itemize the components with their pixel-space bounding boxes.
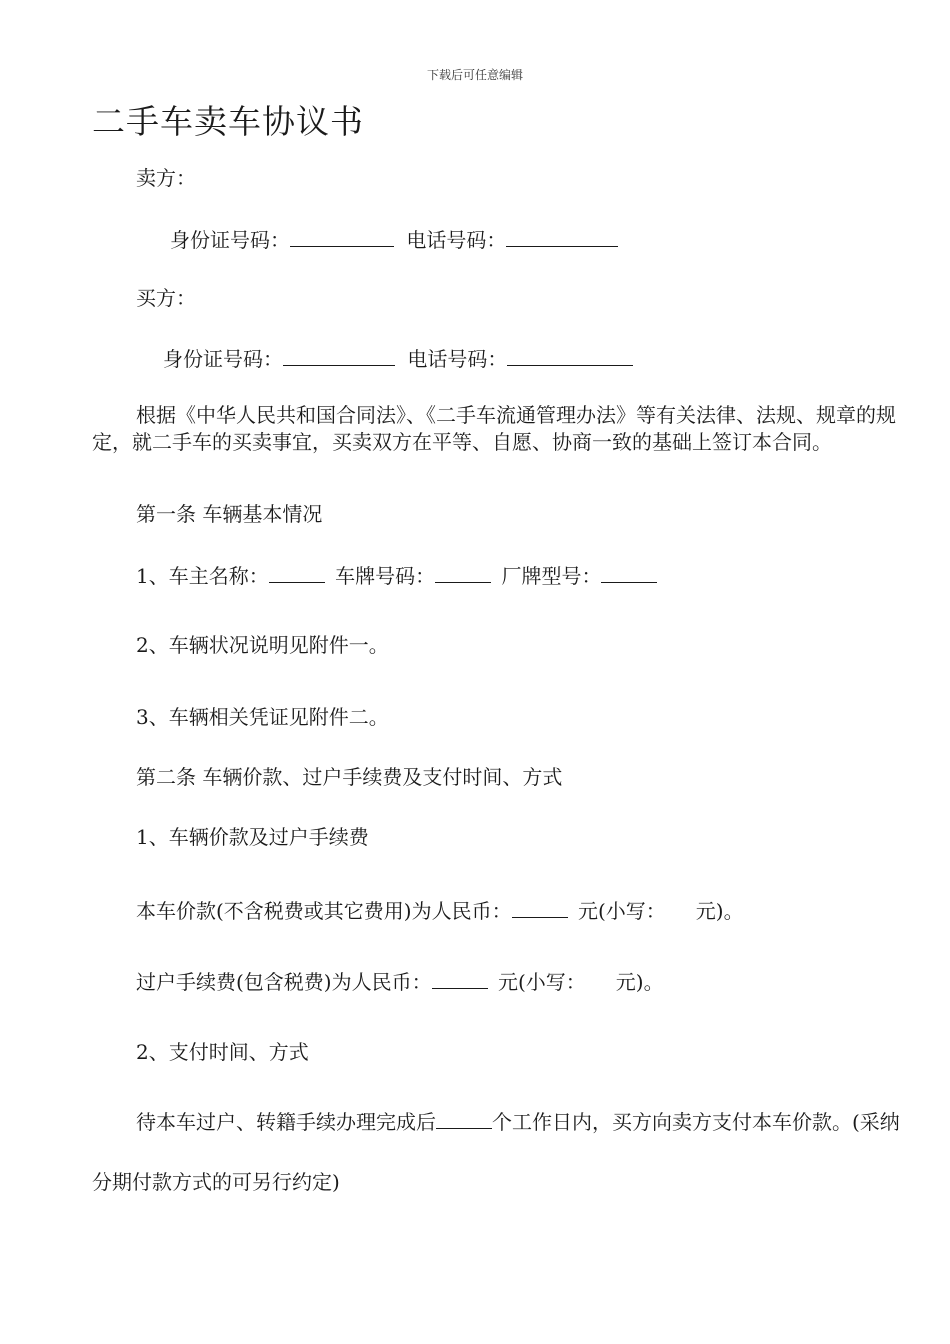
seller-phone-label: 电话号码：	[406, 228, 507, 252]
seller-phone-blank[interactable]	[506, 228, 618, 247]
seller-id-blank[interactable]	[290, 228, 394, 247]
document-title: 二手车卖车协议书	[92, 102, 364, 141]
article2-sub2: 2、支付时间、方式	[136, 1040, 309, 1064]
plate-number-label: 车牌号码：	[335, 564, 436, 588]
owner-name-label: 1、车主名称：	[136, 564, 269, 588]
price-label: 本车价款(不含税费或其它费用)为人民币：	[136, 899, 512, 923]
price-end: 元)。	[695, 899, 744, 923]
price-unit: 元(小写：	[577, 899, 666, 923]
article1-heading: 第一条 车辆基本情况	[136, 502, 323, 526]
buyer-phone-blank[interactable]	[507, 347, 633, 366]
price-blank[interactable]	[512, 899, 568, 918]
payment-paragraph	[92, 1092, 912, 1212]
seller-label: 卖方：	[136, 166, 196, 190]
buyer-label: 买方：	[136, 286, 196, 310]
fee-end: 元)。	[615, 970, 664, 994]
payment-before: 待本车过户、转籍手续办理完成后	[136, 1110, 436, 1134]
fee-unit: 元(小写：	[497, 970, 586, 994]
article2-sub1: 1、车辆价款及过户手续费	[136, 825, 369, 849]
owner-name-blank[interactable]	[269, 564, 325, 583]
fee-line	[136, 970, 664, 992]
payment-days-blank[interactable]	[436, 1110, 492, 1129]
fee-label: 过户手续费(包含税费)为人民币：	[136, 970, 432, 994]
model-label: 厂牌型号：	[501, 564, 602, 588]
article1-item2: 2、车辆状况说明见附件一。	[136, 633, 389, 657]
header-note: 下载后可任意编辑	[426, 68, 523, 82]
payment-after: 个工作日内，买方向卖方支付本车价款。(采纳分期付款方式的可另行约定)	[92, 1110, 900, 1194]
price-line	[136, 899, 744, 921]
vehicle-info-line	[136, 564, 657, 586]
article1-item3: 3、车辆相关凭证见附件二。	[136, 705, 389, 729]
model-blank[interactable]	[601, 564, 657, 583]
buyer-id-label: 身份证号码：	[163, 347, 283, 371]
seller-id-label: 身份证号码：	[170, 228, 290, 252]
plate-number-blank[interactable]	[435, 564, 491, 583]
fee-blank[interactable]	[432, 970, 488, 989]
buyer-id-blank[interactable]	[283, 347, 395, 366]
article2-heading: 第二条 车辆价款、过户手续费及支付时间、方式	[136, 765, 563, 789]
buyer-id-line	[163, 347, 633, 369]
buyer-phone-label: 电话号码：	[407, 347, 508, 371]
seller-id-line	[170, 228, 618, 250]
intro-paragraph: 根据《中华人民共和国合同法》、《二手车流通管理办法》等有关法律、法规、规章的规定，就二手车的买卖事宜，买卖双方在平等、自愿、协商一致的基础上签订本合同。	[92, 403, 896, 454]
